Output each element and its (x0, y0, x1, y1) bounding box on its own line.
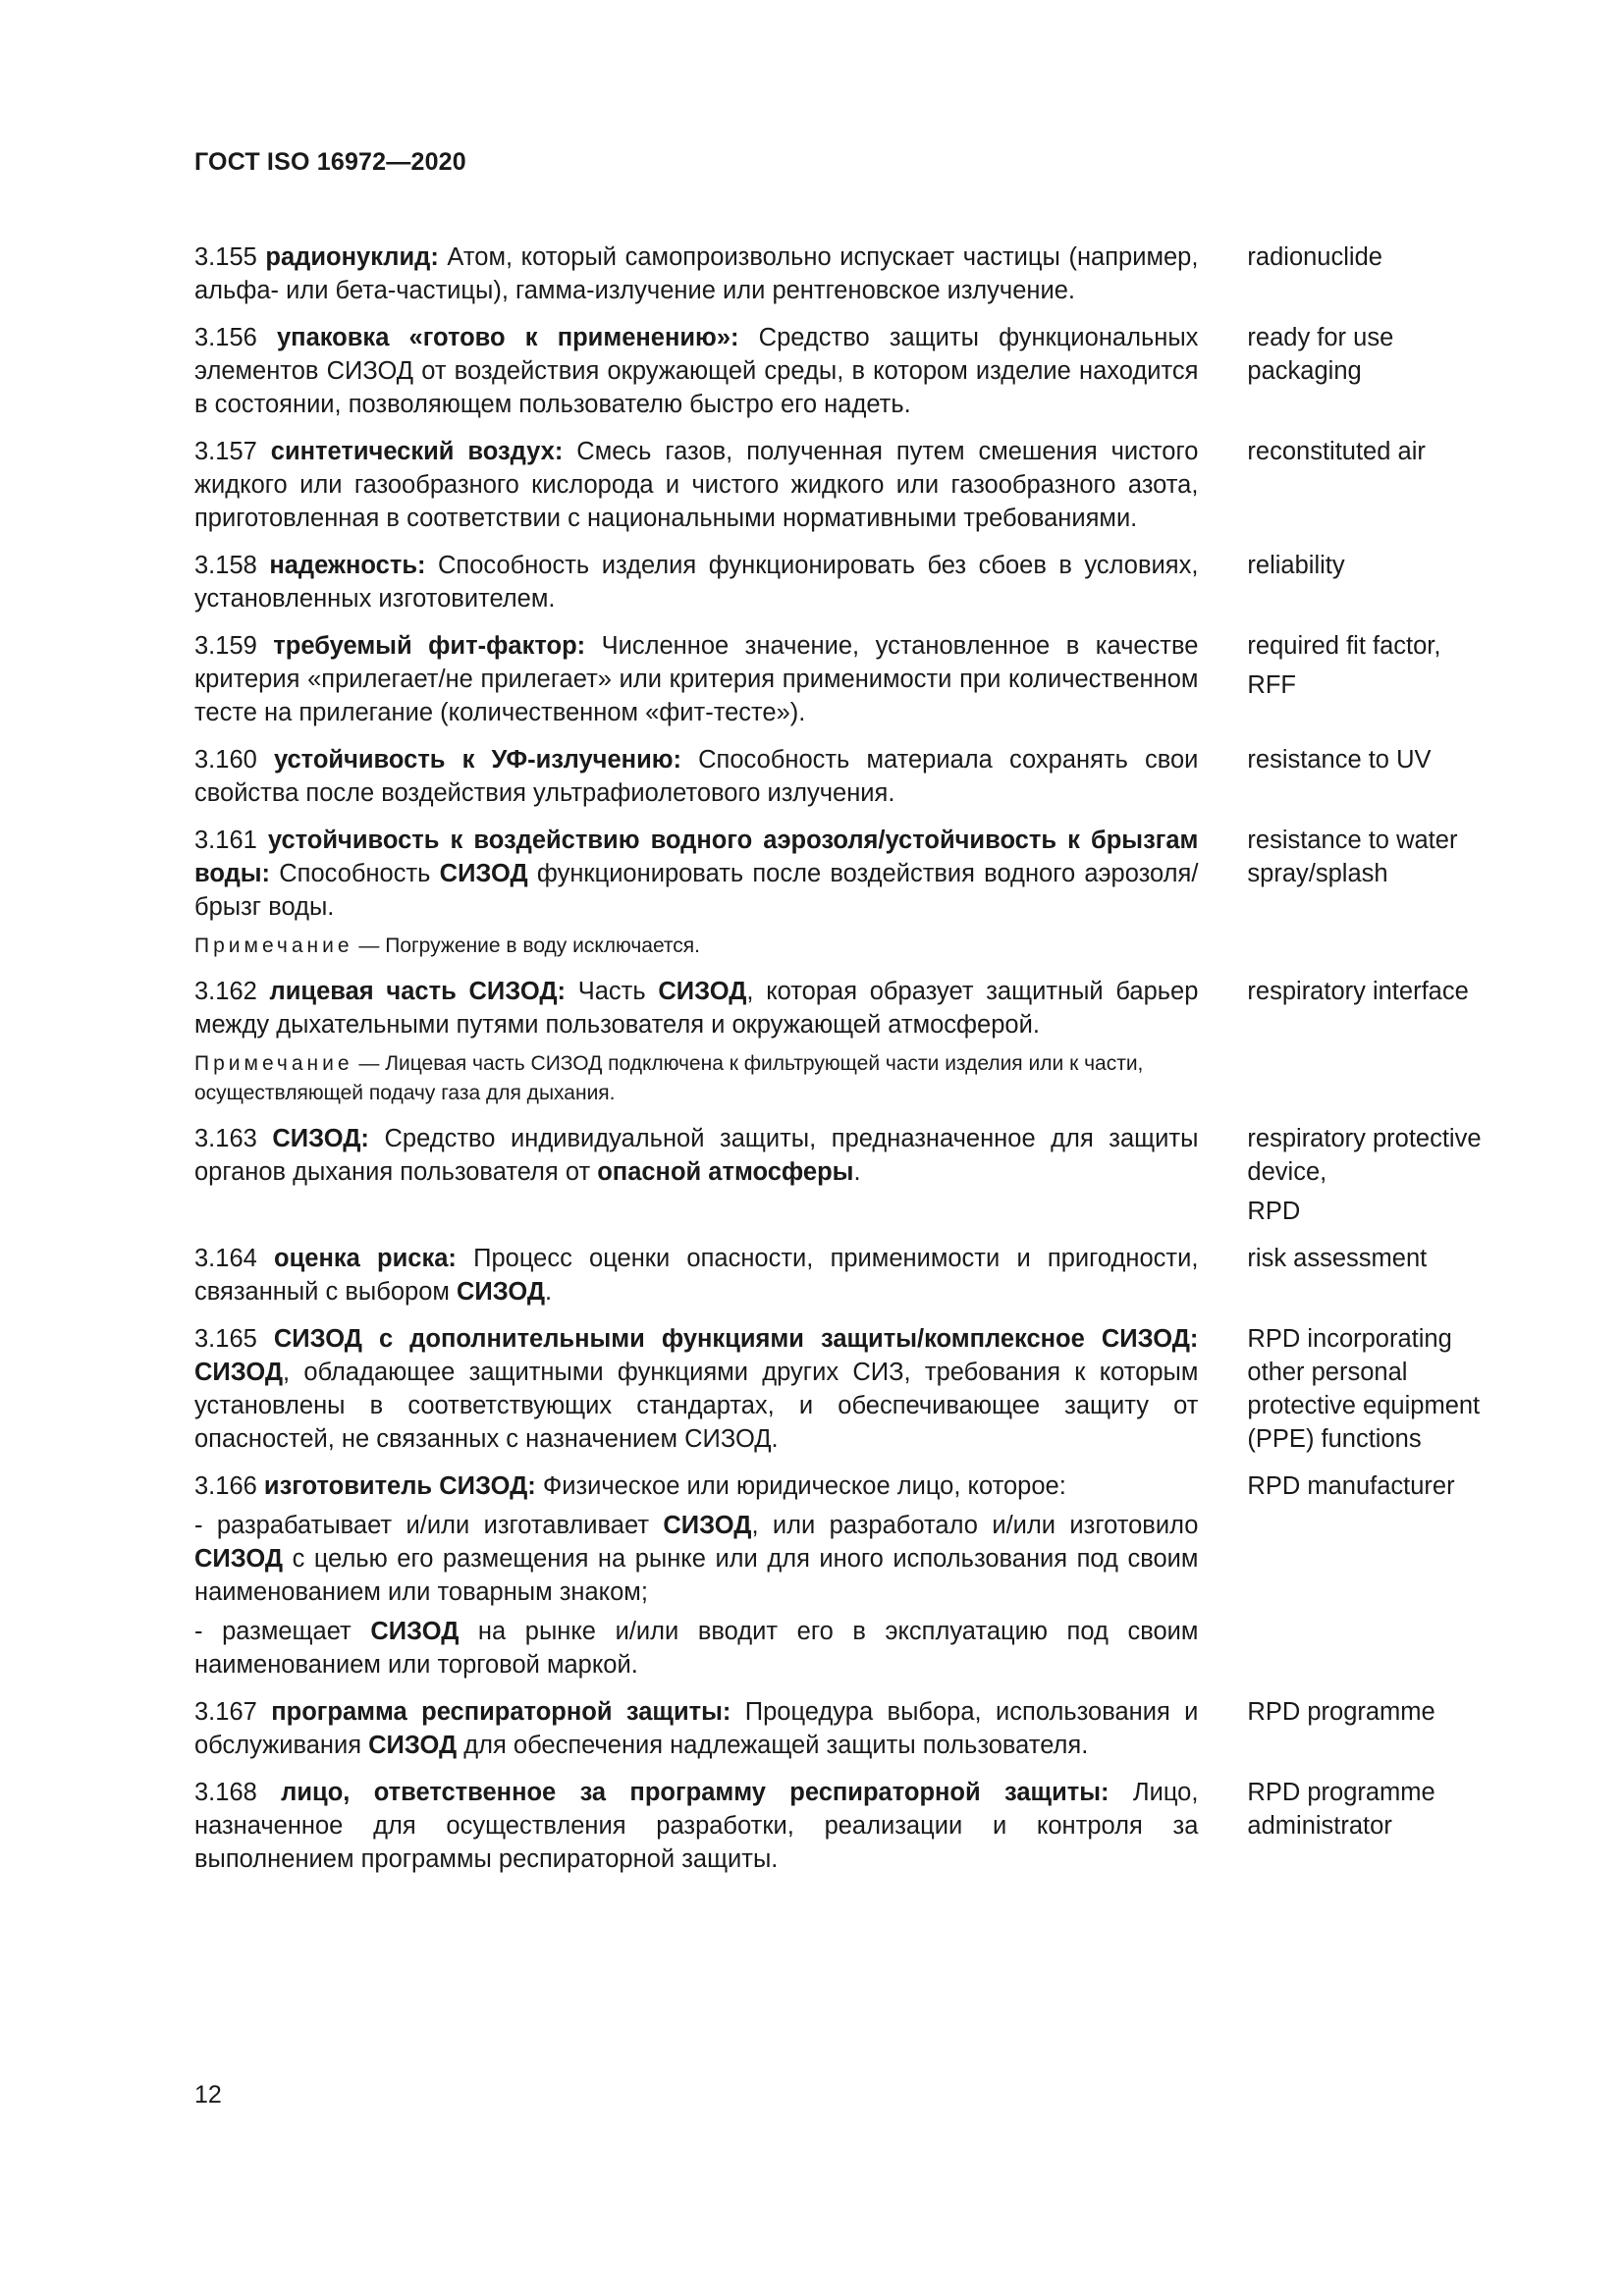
term-title: устойчивость к УФ-излучению: (273, 746, 682, 774)
term-text: Способность изделия функционировать без сбоев в условиях, установленных изготовителем. (194, 552, 1199, 613)
term-text: для обеспечения надлежащей защиты пользователя. (457, 1732, 1089, 1759)
term-number: 3.156 (194, 324, 257, 351)
term-definition (194, 975, 1198, 1041)
term-entry-3-163 (194, 1122, 1500, 1228)
note-text: — Лицевая часть СИЗОД подключена к фильтрующей части изделия или к части, осуществляющей подачу газа для дыхания. (194, 1052, 1144, 1104)
term-definition (194, 549, 1198, 615)
term-definition (194, 1242, 1198, 1308)
term-text: Атом, который самопроизвольно испускает частицы (например, альфа- или бета-частицы), гамма-излучение или рентгеновское излучение. (194, 243, 1199, 304)
term-text: . (545, 1278, 553, 1306)
term-emphasis: СИЗОД (658, 978, 747, 1005)
term-number: 3.159 (194, 632, 257, 660)
term-definition (194, 1322, 1198, 1456)
term-english (1247, 1122, 1500, 1228)
term-text: Часть (566, 978, 659, 1005)
term-text: Лицо, назначенное для осуществления разработки, реализации и контроля за выполнением программы респираторной защиты. (194, 1779, 1199, 1873)
term-emphasis: СИЗОД (663, 1512, 752, 1539)
term-definition (194, 629, 1198, 729)
term-title: синтетический воздух: (270, 438, 564, 465)
term-definition (194, 1122, 1198, 1189)
list-item (194, 1615, 1198, 1682)
term-entry-3-166 (194, 1469, 1500, 1682)
term-title: требуемый фит-фактор: (273, 632, 586, 660)
term-entry-3-160 (194, 743, 1500, 810)
term-number: 3.167 (194, 1698, 257, 1726)
term-title: СИЗОД: (272, 1125, 369, 1152)
list-text: , или разработало и/или изготовило (751, 1512, 1199, 1539)
term-english: reliability (1247, 552, 1345, 579)
term-definition (194, 743, 1198, 810)
list-text: - разрабатывает и/или изготавливает (194, 1512, 664, 1539)
term-note (194, 932, 1208, 961)
page-number: 12 (194, 2081, 222, 2109)
term-text: . (853, 1158, 861, 1186)
term-definition (194, 435, 1198, 535)
term-title: изготовитель СИЗОД: (263, 1472, 536, 1500)
term-definition (194, 1695, 1198, 1762)
term-entry-3-167 (194, 1695, 1500, 1762)
term-english-line: required fit factor, (1247, 632, 1441, 660)
term-text: Способность материала сохранять свои свойства после воздействия ультрафиолетового излучения. (194, 746, 1199, 807)
term-entry-3-156 (194, 321, 1500, 421)
term-english-line: respiratory protective device, (1247, 1125, 1482, 1186)
term-text: Численное значение, установленное в качестве критерия «прилегает/не прилегает» или критерия применимости при количественном тесте на прилегание (количественном «фит-тесте»). (194, 632, 1199, 726)
term-english: respiratory interface (1247, 978, 1469, 1005)
terms-list (194, 240, 1500, 1890)
term-english: risk assessment (1247, 1245, 1428, 1272)
term-title: упаковка «готово к применению»: (276, 324, 739, 351)
term-text: , которая образует защитный барьер между дыхательными путями пользователя и окружающей атмосферой. (194, 978, 1199, 1039)
term-title: радионуклид: (265, 243, 439, 271)
term-title: лицевая часть СИЗОД: (269, 978, 567, 1005)
list-text: - размещает (194, 1618, 371, 1645)
term-entry-3-168 (194, 1776, 1500, 1876)
term-entry-3-162 (194, 975, 1500, 1041)
term-english: radionuclide (1247, 243, 1382, 271)
term-emphasis: СИЗОД (439, 860, 528, 887)
term-definition (194, 240, 1198, 307)
term-title: программа респираторной защиты: (271, 1698, 731, 1726)
term-english: RPD manufacturer (1247, 1472, 1455, 1500)
term-note (194, 1049, 1208, 1108)
list-item (194, 1509, 1198, 1609)
term-english: reconstituted air (1247, 438, 1426, 465)
term-english: resistance to water spray/splash (1247, 827, 1458, 887)
term-emphasis: СИЗОД (370, 1618, 460, 1645)
term-number: 3.164 (194, 1245, 257, 1272)
term-emphasis: СИЗОД (457, 1278, 546, 1306)
term-entry-3-157 (194, 435, 1500, 535)
note-text: — Погружение в воду исключается. (352, 934, 701, 957)
term-title: оценка риска: (274, 1245, 457, 1272)
term-title: устойчивость к воздействию водного аэрозоля/устойчивость к брызгам воды: (194, 827, 1199, 887)
term-entry-3-159 (194, 629, 1500, 729)
term-english-abbr: RPD (1247, 1198, 1301, 1225)
term-definition (194, 1469, 1198, 1682)
term-text: Смесь газов, полученная путем смешения чистого жидкого или газообразного кислорода и чистого жидкого или газообразного азота, приготовленная в соответствии с национальными нормативными требованиями. (194, 438, 1199, 532)
term-definition (194, 1776, 1198, 1876)
note-label: Примечание (194, 1052, 353, 1075)
term-number: 3.158 (194, 552, 257, 579)
term-definition (194, 824, 1198, 924)
term-number: 3.161 (194, 827, 257, 854)
term-text: Способность (270, 860, 440, 887)
document-header: ГОСТ ISO 16972—2020 (194, 148, 466, 176)
term-english (1247, 629, 1500, 702)
term-emphasis: СИЗОД (368, 1732, 458, 1759)
term-number: 3.168 (194, 1779, 257, 1806)
term-entry-3-161 (194, 824, 1500, 924)
term-english: RPD programme (1247, 1698, 1435, 1726)
list-text: на рынке и/или вводит его в эксплуатацию под своим наименованием или торговой маркой. (194, 1618, 1199, 1679)
term-entry-3-164 (194, 1242, 1500, 1308)
term-title: СИЗОД с дополнительными функциями защиты/комплексное СИЗОД: (273, 1325, 1199, 1353)
term-text: Физическое или юридическое лицо, которое: (535, 1472, 1066, 1500)
term-entry-3-158 (194, 549, 1500, 615)
term-english: RPD programme administrator (1247, 1779, 1435, 1840)
term-emphasis: СИЗОД (194, 1545, 284, 1573)
term-title: надежность: (269, 552, 426, 579)
term-text: Процедура выбора, использования и обслуживания (194, 1698, 1199, 1759)
term-emphasis: СИЗОД (194, 1359, 284, 1386)
term-text: Средство защиты функциональных элементов СИЗОД от воздействия окружающей среды, в котором изделие находится в состоянии, позволяющем пользователю быстро его надеть. (194, 324, 1199, 418)
term-number: 3.160 (194, 746, 257, 774)
term-number: 3.155 (194, 243, 257, 271)
term-number: 3.157 (194, 438, 257, 465)
term-text: , обладающее защитными функциями других СИЗ, требования к которым установлены в соответствующих стандартах, и обеспечивающее защиту от опасностей, не связанных с назначением СИЗОД. (194, 1359, 1199, 1453)
term-emphasis: опасной атмосферы (597, 1158, 854, 1186)
term-text: Процесс оценки опасности, применимости и пригодности, связанный с выбором (194, 1245, 1199, 1306)
note-label: Примечание (194, 934, 353, 957)
term-title: лицо, ответственное за программу респираторной защиты: (281, 1779, 1110, 1806)
term-text: Средство индивидуальной защиты, предназначенное для защиты органов дыхания пользователя от (194, 1125, 1199, 1186)
term-entry-3-165 (194, 1322, 1500, 1456)
term-number: 3.165 (194, 1325, 257, 1353)
term-english: ready for use packaging (1247, 324, 1394, 385)
term-english: resistance to UV (1247, 746, 1432, 774)
term-english-abbr: RFF (1247, 671, 1296, 699)
term-entry-3-155 (194, 240, 1500, 307)
term-number: 3.162 (194, 978, 257, 1005)
term-number: 3.166 (194, 1472, 257, 1500)
term-english: RPD incorporating other personal protective equipment (PPE) functions (1247, 1325, 1481, 1453)
list-text: с целью его размещения на рынке или для иного использования под своим наименованием или товарным знаком; (194, 1545, 1199, 1606)
term-definition (194, 321, 1198, 421)
term-number: 3.163 (194, 1125, 257, 1152)
term-text: функционировать после воздействия водного аэрозоля/брызг воды. (194, 860, 1199, 921)
